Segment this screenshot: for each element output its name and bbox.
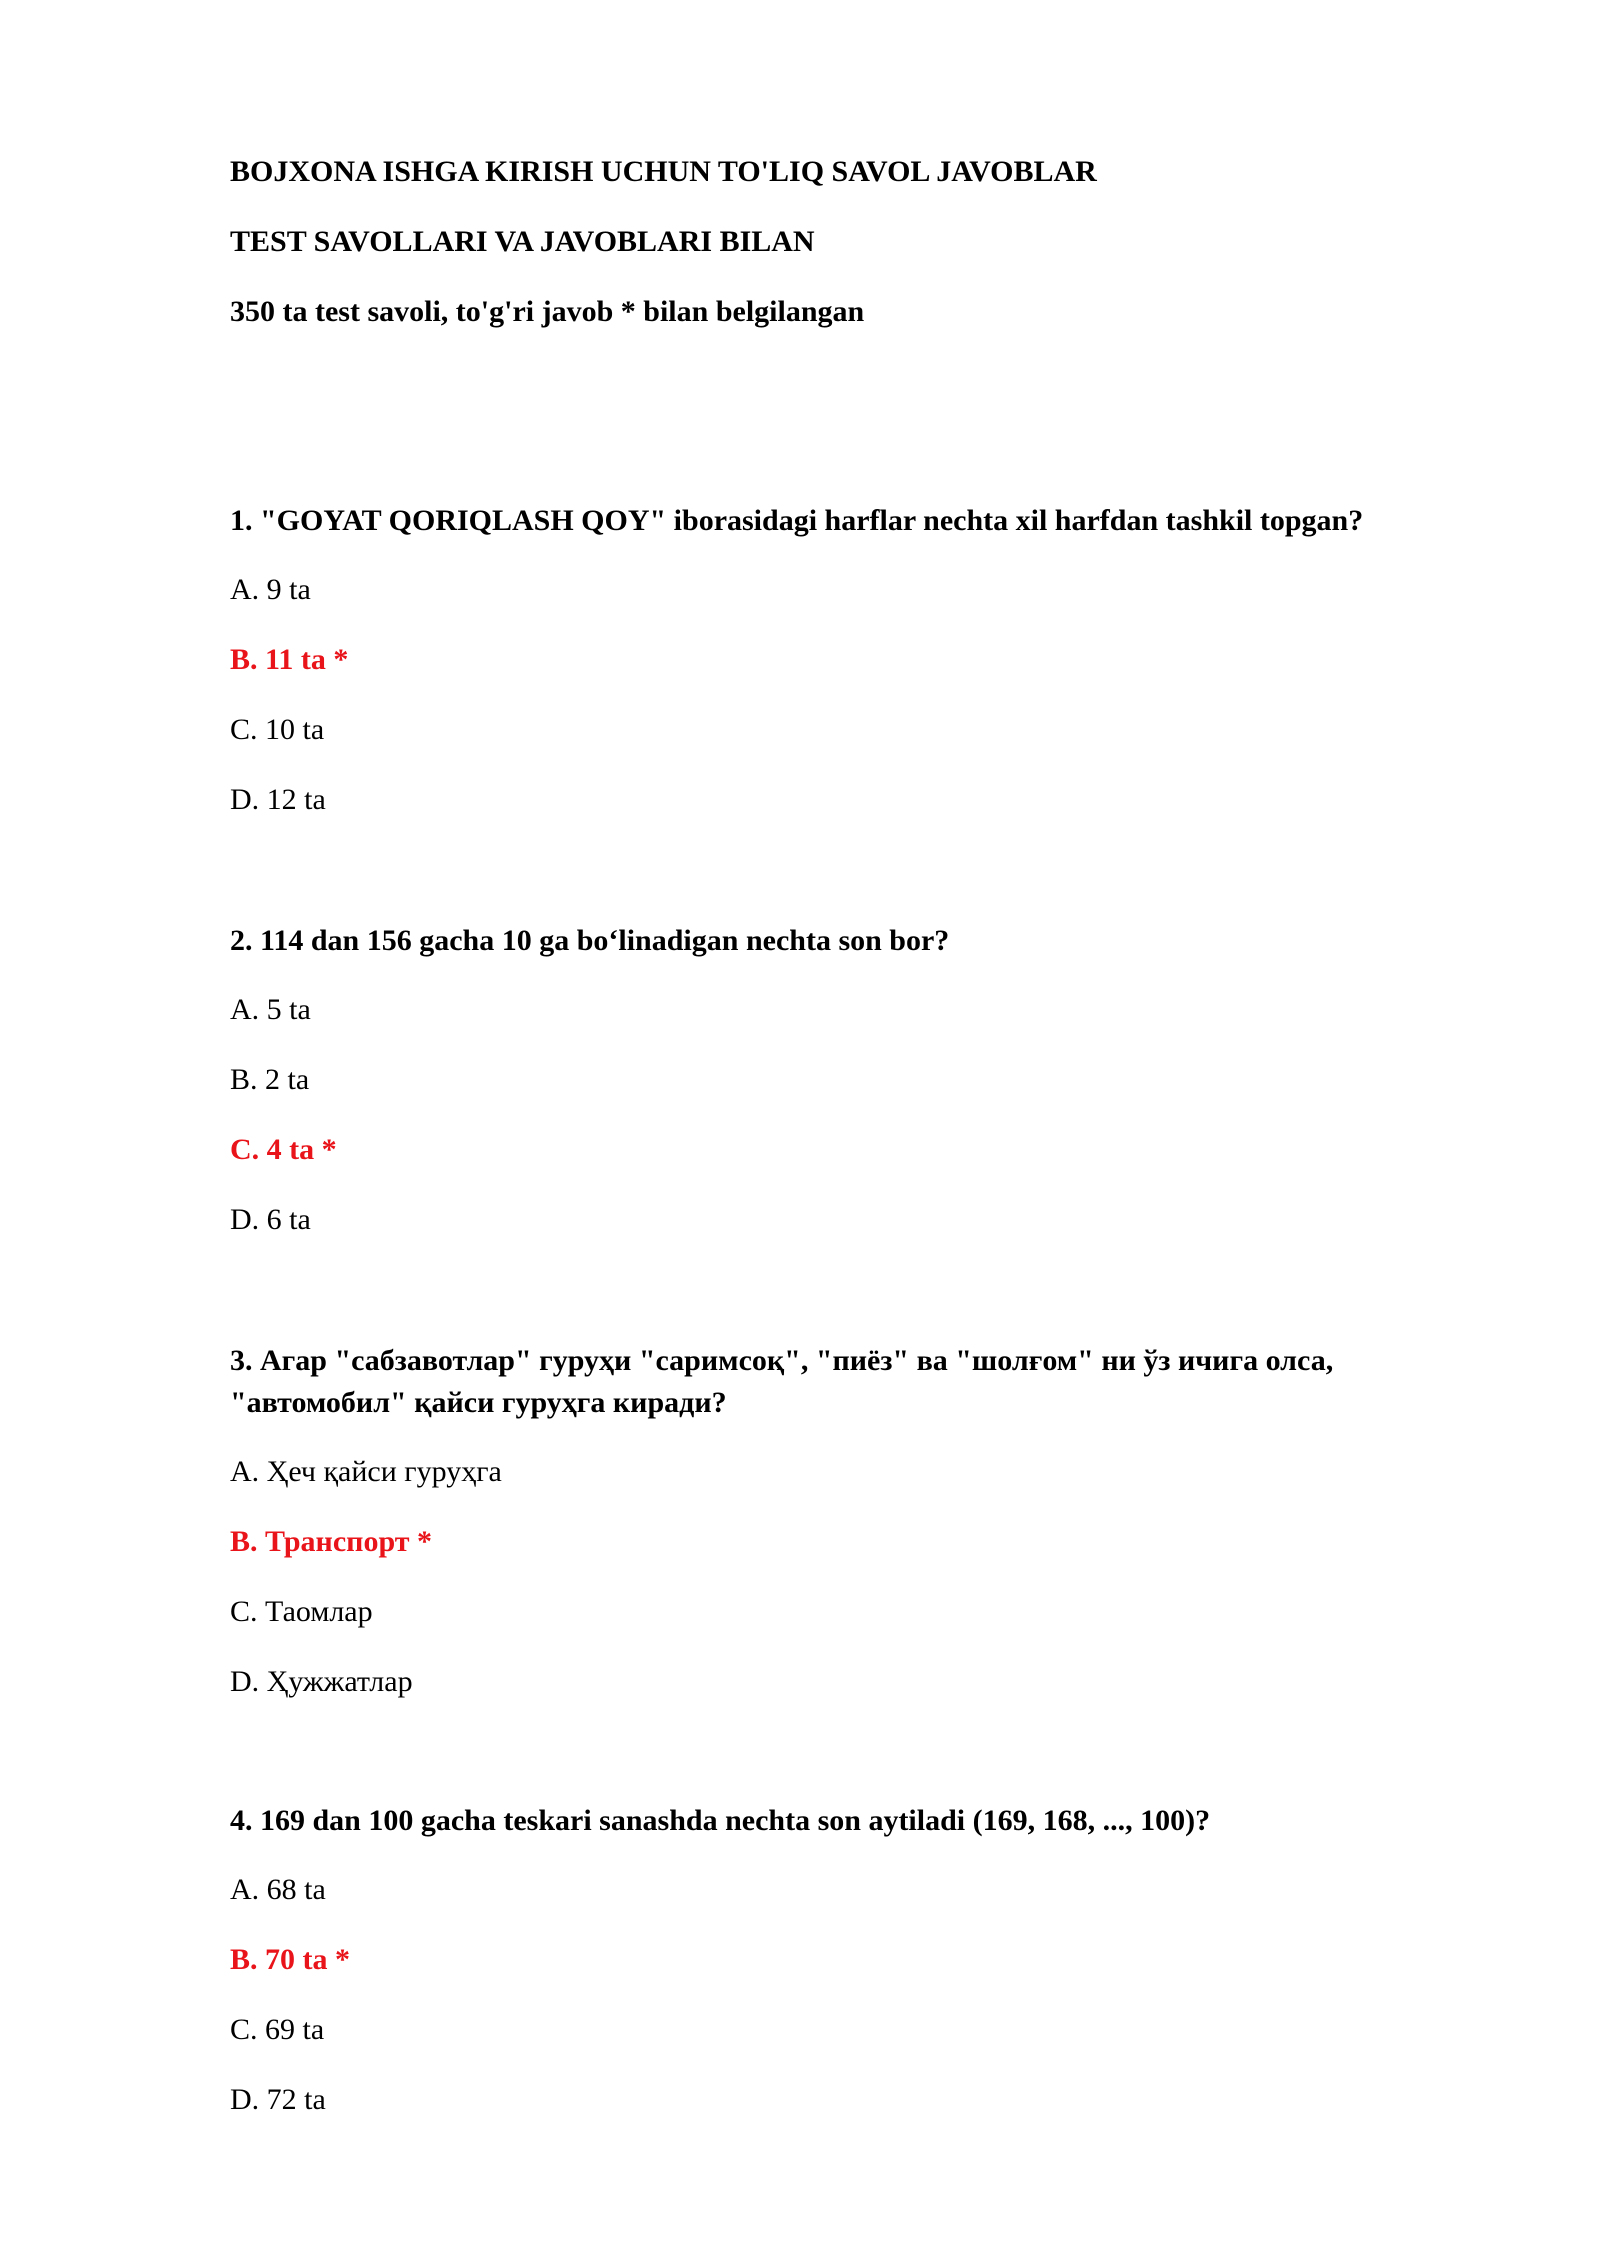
option-c: C. 69 ta [230, 2013, 325, 2046]
option-c-correct: C. 4 ta * [230, 1133, 337, 1166]
option-d: D. 6 ta [230, 1203, 311, 1236]
document-note: 350 ta test savoli, to'g'ri javob * bilan belgilangan [230, 295, 865, 328]
question-title-line-1: 3. Агар "сабзавотлар" гуруҳи "саримсоқ", "пиёз" ва "шолғом" ни ўз ичига олса, [230, 1344, 1334, 1377]
question-title-line-2: "автомобил" қайси гуруҳга киради? [230, 1386, 727, 1419]
option-b-correct: B. Транспорт * [230, 1525, 432, 1558]
question-title: 4. 169 dan 100 gacha teskari sanashda nechta son aytiladi (169, 168, ..., 100)? [230, 1804, 1211, 1837]
option-c: C. Таомлар [230, 1595, 373, 1628]
option-d: D. 72 ta [230, 2083, 326, 2116]
option-a: A. Ҳеч қайси гуруҳга [230, 1455, 502, 1488]
question-title: 2. 114 dan 156 gacha 10 ga bo‘linadigan nechta son bor? [230, 924, 950, 957]
question-title: 1. "GOYAT QORIQLASH QOY" iborasidagi harflar nechta xil harfdan tashkil topgan? [230, 504, 1364, 537]
document-subtitle: TEST SAVOLLARI VA JAVOBLARI BILAN [230, 225, 815, 258]
option-a: A. 9 ta [230, 573, 311, 606]
option-d: D. 12 ta [230, 783, 326, 816]
document-title: BOJXONA ISHGA KIRISH UCHUN TO'LIQ SAVOL JAVOBLAR [230, 155, 1097, 188]
option-b: B. 2 ta [230, 1063, 310, 1096]
option-b-correct: B. 11 ta * [230, 643, 349, 676]
option-b-correct: B. 70 ta * [230, 1943, 350, 1976]
option-c: C. 10 ta [230, 713, 325, 746]
option-d: D. Ҳужжатлар [230, 1665, 413, 1698]
option-a: A. 68 ta [230, 1873, 326, 1906]
option-a: A. 5 ta [230, 993, 311, 1026]
